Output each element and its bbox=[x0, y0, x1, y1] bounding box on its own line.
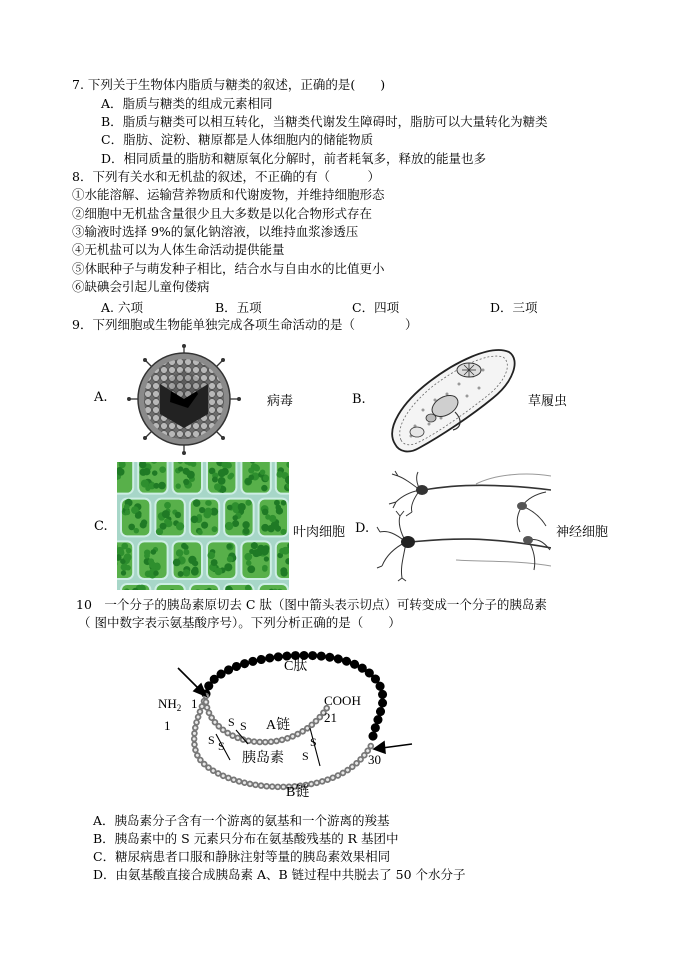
q7-stem: 7. 下列关于生物体内脂质与糖类的叙述，正确的是( ) bbox=[72, 77, 386, 92]
q9-option-a-name: 病毒 bbox=[267, 394, 294, 409]
q7-option-a: A．脂质与糖类的组成元素相同 bbox=[101, 96, 273, 111]
residue-1-b-label: 1 bbox=[164, 718, 171, 733]
residue-21-label: 21 bbox=[324, 710, 337, 725]
q8-statement-6: ⑥缺碘会引起儿童佝偻病 bbox=[72, 279, 210, 294]
sulfur-label-2: S bbox=[240, 719, 247, 733]
q9-stem: 9．下列细胞或生物能单独完成各项生命活动的是（ ） bbox=[72, 317, 418, 332]
q8-statement-2: ②细胞中无机盐含量很少且大多数是以化合物形式存在 bbox=[72, 206, 373, 221]
q8-option-c: C．四项 bbox=[352, 300, 400, 315]
q9-option-c-letter: C. bbox=[94, 519, 108, 534]
c-peptide-label: C肽 bbox=[284, 659, 308, 674]
residue-1-a-label: 1 bbox=[191, 696, 198, 711]
q10-option-b: B．胰岛素中的 S 元素只分布在氨基酸残基的 R 基团中 bbox=[93, 831, 399, 846]
leaf-cell-drawing bbox=[117, 462, 289, 590]
q7-option-c: C．脂肪、淀粉、糖原都是人体细胞内的储能物质 bbox=[101, 132, 374, 147]
residue-30-label: 30 bbox=[368, 752, 381, 767]
paramecium-image bbox=[383, 340, 523, 458]
q7-option-b: B．脂质与糖类可以相互转化，当糖类代谢发生障碍时，脂肪可以大量转化为糖类 bbox=[101, 114, 548, 129]
q8-option-d: D．三项 bbox=[490, 300, 538, 315]
sulfur-label-4: S bbox=[218, 739, 225, 753]
q8-statement-5: ⑤休眠种子与萌发种子相比，结合水与自由水的比值更小 bbox=[72, 261, 385, 276]
q9-option-c-name: 叶肉细胞 bbox=[293, 525, 346, 540]
q8-statement-1: ①水能溶解、运输营养物质和代谢废物，并维持细胞形态 bbox=[72, 187, 385, 202]
sulfur-label-1: S bbox=[228, 715, 235, 729]
q10-option-c: C．糖尿病患者口服和静脉注射等量的胰岛素效果相同 bbox=[93, 849, 391, 864]
q8-statement-4: ④无机盐可以为人体生命活动提供能量 bbox=[72, 242, 285, 257]
q8-statement-3: ③输液时选择 9%的氯化钠溶液，以维持血浆渗透压 bbox=[72, 224, 359, 239]
q7-option-d: D．相同质量的脂肪和糖原氧化分解时，前者耗氧多，释放的能量也多 bbox=[101, 151, 487, 166]
leaf-cell-image bbox=[117, 462, 289, 590]
a-chain-label: A链 bbox=[266, 718, 291, 733]
q9-option-d-name: 神经细胞 bbox=[556, 525, 609, 540]
sulfur-label-3: S bbox=[208, 733, 215, 747]
neuron-image bbox=[376, 470, 551, 582]
q9-option-b-name: 草履虫 bbox=[528, 394, 568, 409]
b-chain-label: B链 bbox=[286, 785, 310, 800]
q8-option-a: A. 六项 bbox=[101, 300, 143, 315]
insulin-diagram bbox=[150, 640, 420, 812]
q9-option-b-letter: B. bbox=[352, 392, 366, 407]
q10-stem-line2: （ 图中数字表示氨基酸序号）。下列分析正确的是（ ） bbox=[78, 615, 401, 630]
sulfur-label-6: S bbox=[302, 749, 309, 763]
cooh-label: COOH bbox=[324, 693, 361, 708]
q9-option-a-letter: A. bbox=[94, 390, 108, 405]
q10-stem-line1: 10 一个分子的胰岛素原切去 C 肽（图中箭头表示切点）可转变成一个分子的胰岛素 bbox=[76, 597, 547, 612]
q10-option-a: A．胰岛素分子含有一个游离的氨基和一个游离的羧基 bbox=[93, 813, 390, 828]
sulfur-label-5: S bbox=[310, 735, 317, 749]
nh2-label: $NH_2$ bbox=[158, 696, 182, 713]
q8-stem: 8．下列有关水和无机盐的叙述，不正确的有（ ） bbox=[72, 169, 380, 184]
virus-image bbox=[120, 342, 250, 457]
insulin-label: 胰岛素 bbox=[242, 751, 284, 766]
q10-option-d: D．由氨基酸直接合成胰岛素 A、B 链过程中共脱去了 50 个水分子 bbox=[93, 867, 466, 882]
q8-option-b: B．五项 bbox=[215, 300, 262, 315]
q9-option-d-letter: D. bbox=[355, 521, 370, 536]
